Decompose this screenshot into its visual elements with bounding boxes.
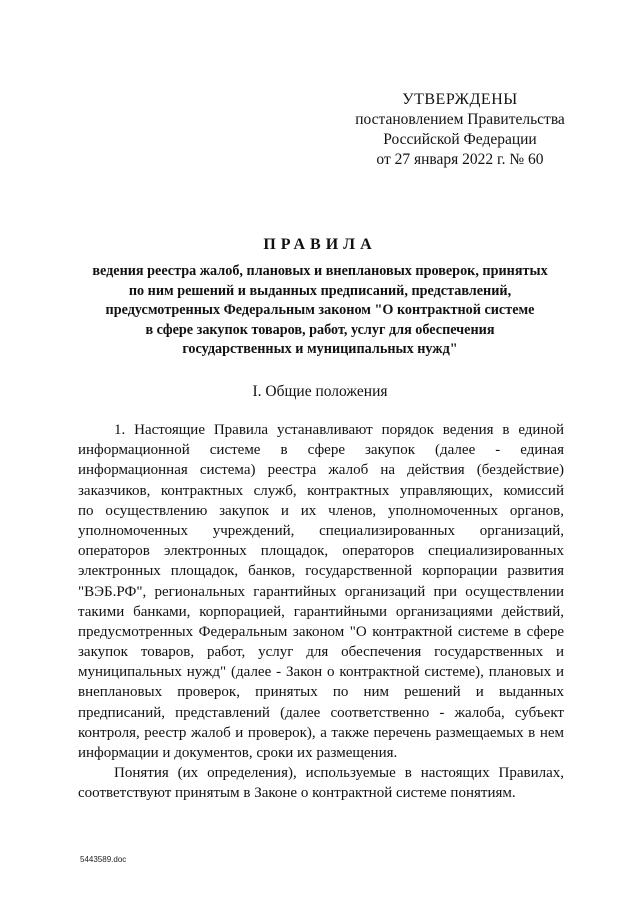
paragraph-1-line: электронных площадок, банков, государственной корпорации развития [78, 563, 564, 580]
paragraph-2-line: Понятия (их определения), используемые в настоящих Правилах, [114, 765, 564, 782]
paragraph-1-line: информационная система) реестра жалоб на действия (бездействие) [78, 462, 564, 479]
paragraph-1-line: контроля, реестр жалоб и проверок), а также перечень размещаемых в нем [78, 724, 564, 741]
paragraph-2-line: соответствуют принятым в Законе о контрактной системе понятиям. [78, 785, 516, 802]
paragraph-1-line: закупок товаров, работ, услуг для обеспечения государственных и [78, 644, 564, 661]
document-subtitle [60, 262, 580, 360]
paragraph-1-line: по осуществлению закупок и их членов, уполномоченных органов, [78, 502, 564, 519]
subtitle-line: по ним решений и выданных предписаний, представлений, [128, 282, 512, 299]
paragraph-1-line: предписаний, представлений (далее соответственно - жалоба, субъект [78, 704, 564, 721]
subtitle-line: ведения реестра жалоб, плановых и внеплановых проверок, принятых [92, 263, 548, 279]
paragraph-1-line: заказчиков, контрактных служб, контрактных управляющих, комиссий [78, 482, 564, 499]
file-name-footer: 5443589.doc [80, 855, 127, 864]
paragraph-1-line: такими банками, корпорацией, гарантийными организациями действий, [78, 603, 564, 620]
approval-line-1: постановлением Правительства [355, 111, 565, 128]
approval-line-3: от 27 января 2022 г. № 60 [376, 151, 544, 168]
section-heading: I. Общие положения [252, 383, 388, 400]
paragraph-1-line: "ВЭБ.РФ", региональных гарантийных организаций при осуществлении [78, 583, 564, 600]
subtitle-line: государственных и муниципальных нужд" [182, 341, 458, 357]
subtitle-line: в сфере закупок товаров, работ, услуг для обеспечения [145, 321, 495, 338]
document-title: ПРАВИЛА [263, 236, 377, 253]
paragraph-1-line: внеплановых проверок, принятых по ним решений и выданных [78, 684, 564, 701]
approval-line-2: Российской Федерации [383, 131, 537, 148]
approval-stamp [330, 90, 590, 170]
paragraph-1-line: муниципальных нужд" (далее - Закон о контрактной системе), плановых и [78, 664, 564, 681]
paragraph-1-line: 1. Настоящие Правила устанавливают порядок ведения в единой [114, 422, 564, 438]
body-text [78, 420, 564, 804]
paragraph-1-line: информационной системе в сфере закупок (далее - единая [78, 442, 564, 459]
approval-heading: УТВЕРЖДЕНЫ [402, 91, 518, 108]
paragraph-1-line: уполномоченных учреждений, специализированных организаций, [78, 522, 564, 539]
paragraph-1-line: операторов электронных площадок, операторов специализированных [78, 543, 564, 560]
paragraph-1-line: предусмотренных Федеральным законом "О контрактной системе в сфере [78, 623, 564, 640]
subtitle-line: предусмотренных Федеральным законом "О контрактной системе [105, 302, 535, 318]
paragraph-1-line: информации и документов, сроки их размещения. [78, 745, 398, 761]
